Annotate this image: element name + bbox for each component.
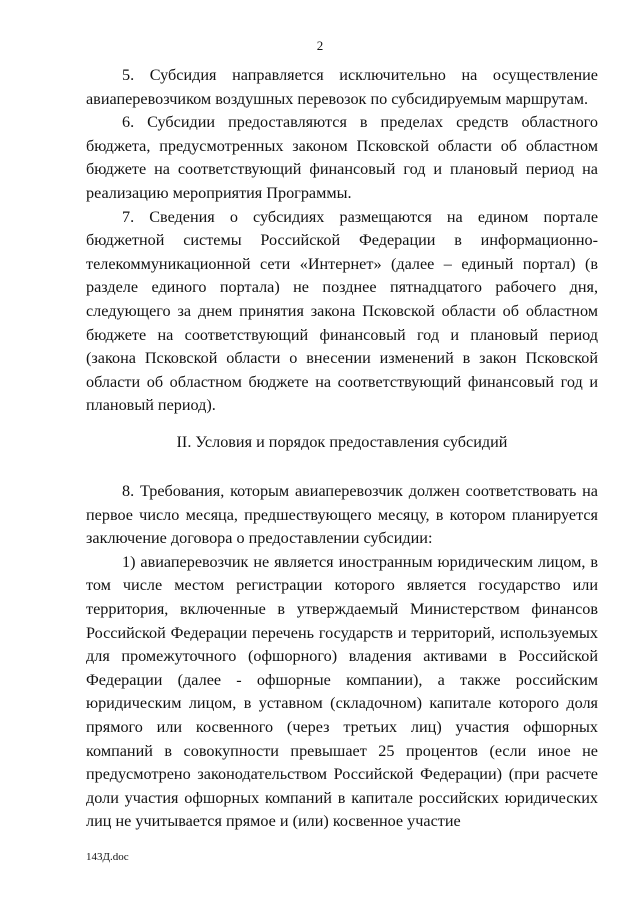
paragraph-8: 8. Требования, которым авиаперевозчик должен соответствовать на первое число месяца, предшествующего месяцу, в котором планируется заключение договора о предоставлении субсидии: (86, 482, 598, 548)
paragraph-8-item-1: 1) авиаперевозчик не является иностранным юридическим лицом, в том числе местом регистрации которого является государство или территория, включенные в утверждаемый Министерством финансов Российской Федерации перечень государств и территорий, используемых для промежуточного (офшорного) владения активами в Российской Федерации (далее - офшорные компании), а также российским юридическим лицом, в уставном (складочном) капитале которого доля прямого или косвенного (через третьих лиц) участия офшорных компаний в совокупности превышает 25 процентов (если иное не предусмотрено законодательством Российской Федерации) (при расчете доли участия офшорных компаний в капитале российских юридических лиц не учитывается прямое и (или) косвенное участие (86, 552, 598, 831)
footer-filename: 143Д.doc (86, 851, 129, 863)
paragraphs-block-bottom (86, 480, 598, 834)
paragraphs-block-top (86, 64, 598, 418)
paragraph-7: 7. Сведения о субсидиях размещаются на едином портале бюджетной системы Российской Федерации в информационно-телекоммуникационной сети «Интернет» (далее – единый портал) (в разделе единого портала) не позднее пятнадцатого рабочего дня, следующего за днем принятия закона Псковской области об областном бюджете на соответствующий финансовый год и плановый период (закона Псковской области о внесении изменений в закон Псковской области об областном бюджете на соответствующий финансовый год и плановый период). (86, 207, 598, 415)
paragraph-6: 6. Субсидии предоставляются в пределах средств областного бюджета, предусмотренных законом Псковской области об областном бюджете на соответствующий финансовый год и плановый период на реализацию мероприятия Программы. (86, 113, 598, 202)
section-heading: II. Условия и порядок предоставления субсидий (176, 433, 508, 451)
paragraph-5: 5. Субсидия направляется исключительно на осуществление авиаперевозчиком воздушных перевозок по субсидируемым маршрутам. (86, 66, 598, 108)
page-number: 2 (316, 38, 324, 53)
